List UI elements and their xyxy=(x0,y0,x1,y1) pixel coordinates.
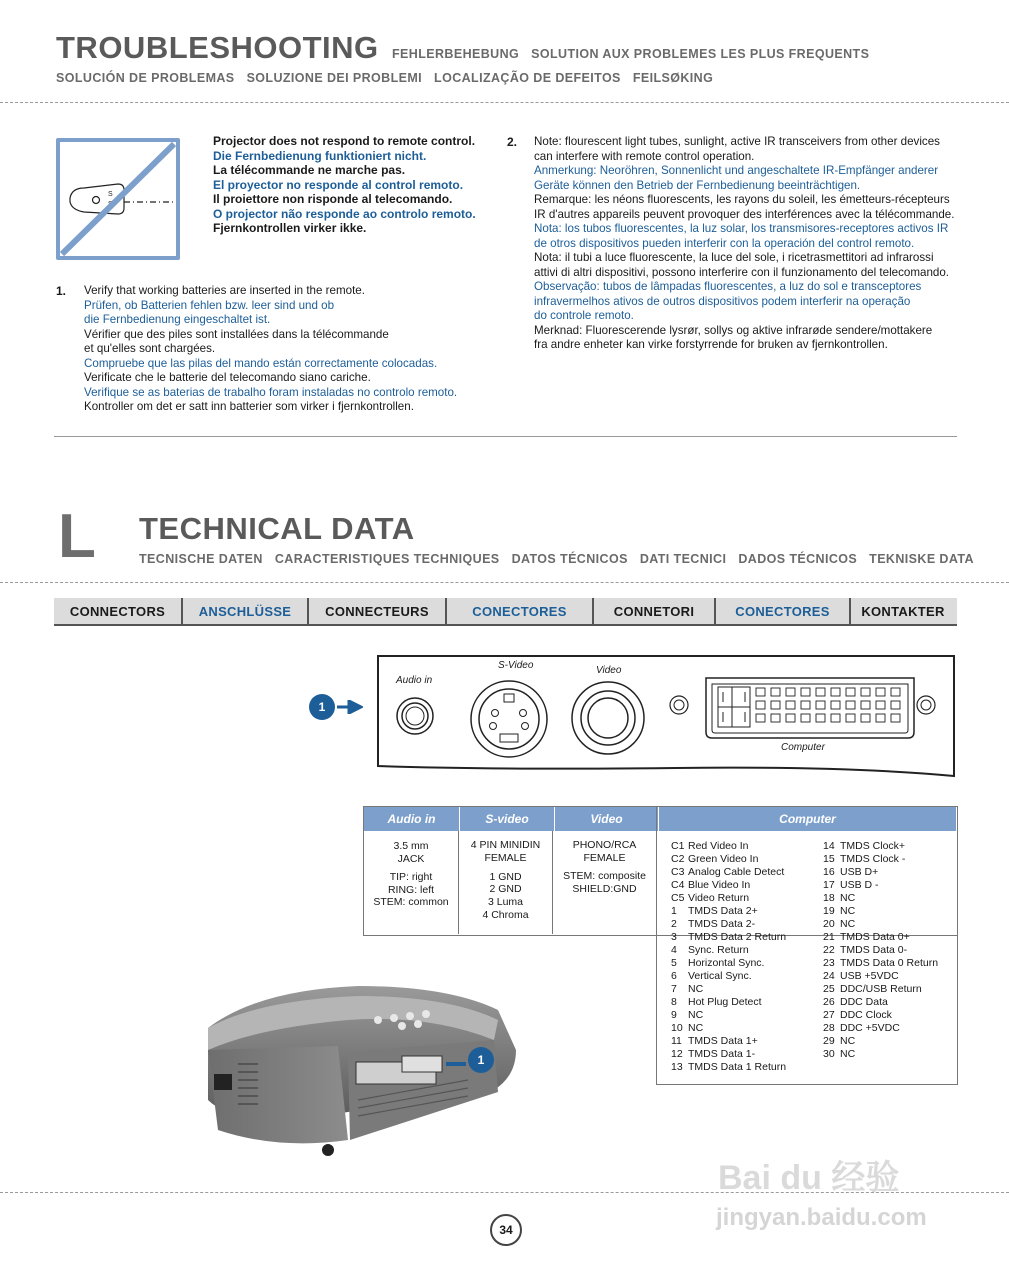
dvi-pin xyxy=(786,688,795,696)
pin-number: C4 xyxy=(671,879,685,891)
dvi-pin xyxy=(786,701,795,709)
dvi-pin xyxy=(816,701,825,709)
tab-connectors: CONNECTORS xyxy=(54,598,183,624)
spec-line: 2 GND xyxy=(489,883,522,896)
dvi-pin xyxy=(771,714,780,722)
callout-badge-projector: 1 xyxy=(468,1047,494,1073)
tab-conectores-pt: CONECTORES xyxy=(716,598,851,624)
dvi-pin xyxy=(801,714,810,722)
pin-number: 20 xyxy=(823,918,835,930)
spec-line: RING: left xyxy=(387,883,435,896)
pin-row xyxy=(823,944,938,957)
pin-number: 12 xyxy=(671,1048,683,1060)
pin-number: 28 xyxy=(823,1022,835,1034)
text-line: Vérifier que des piles sont installées dans la télécommande xyxy=(84,327,389,341)
audio-jack-icon xyxy=(397,698,433,734)
pin-row xyxy=(823,931,938,944)
pin-signal: TMDS Data 2- xyxy=(688,918,756,930)
step-2-text xyxy=(534,135,954,353)
pin-signal: NC xyxy=(840,1048,856,1060)
audio-in-label: Audio in xyxy=(396,675,433,686)
s-video-spec xyxy=(459,839,552,922)
pin-row xyxy=(823,840,938,853)
spec-line: TIP: right xyxy=(389,871,433,883)
troubleshooting-subtitles-2: SOLUCIÓN DE PROBLEMAS SOLUZIONE DEI PROBLEMI LOCALIZAÇÃO DE DEFEITOS FEILSØKING xyxy=(56,71,714,85)
pin-row xyxy=(671,1035,786,1048)
pin-number: C5 xyxy=(671,892,685,904)
pin-number: 9 xyxy=(671,1009,677,1021)
pin-number: 4 xyxy=(671,944,677,956)
pin-row xyxy=(671,892,786,905)
pin-number: 5 xyxy=(671,957,677,969)
dvi-pin xyxy=(816,688,825,696)
spec-line: STEM: common xyxy=(373,896,449,908)
pin-signal: USB +5VDC xyxy=(840,970,899,982)
computer-pins-left xyxy=(671,840,786,1074)
text-line: Compruebe que las pilas del mando están correctamente colocadas. xyxy=(84,356,438,370)
pin-signal: TMDS Data 1+ xyxy=(688,1035,758,1047)
spec-line: SHIELD:GND xyxy=(572,882,637,895)
dvi-pin xyxy=(846,701,855,709)
dvi-pin xyxy=(876,688,885,696)
pin-number: 10 xyxy=(671,1022,683,1034)
pin-row xyxy=(823,879,938,892)
pin-signal: TMDS Data 1- xyxy=(688,1048,756,1060)
header-s-video: S-video xyxy=(459,807,554,831)
pin-signal: DDC Clock xyxy=(840,1009,892,1021)
text-line: infravermelhos ativos de outros dispositivos podem interferir na operação xyxy=(534,294,911,308)
header-computer: Computer xyxy=(658,807,956,831)
audio-spec xyxy=(364,840,458,909)
text-line: El proyector no responde al control remoto. xyxy=(213,177,464,192)
pin-signal: NC xyxy=(688,1009,704,1021)
dvi-computer-port-icon xyxy=(706,678,914,738)
pin-row xyxy=(671,944,786,957)
tab-connetori: CONNETORI xyxy=(594,598,716,624)
pin-number: 29 xyxy=(823,1035,835,1047)
pin-number: 7 xyxy=(671,983,677,995)
text-line: La télécommande ne marche pas. xyxy=(213,163,406,177)
pin-signal: USB D - xyxy=(840,879,879,891)
spec-line: PHONO/RCA xyxy=(572,839,637,851)
dvi-pin xyxy=(816,714,825,722)
text-line: Il proiettore non risponde al telecomando. xyxy=(213,192,453,206)
dvi-pin xyxy=(891,688,900,696)
text-line: Note: flourescent light tubes, sunlight, active IR transceivers from other devices xyxy=(534,135,940,148)
text-line: Verifique se as baterias de trabalho foram instaladas no controlo remoto. xyxy=(84,385,458,399)
pin-number: 14 xyxy=(823,840,835,852)
pin-signal: NC xyxy=(840,918,856,930)
video-spec xyxy=(553,839,656,895)
pin-signal: TMDS Clock - xyxy=(840,853,906,865)
watermark-brand: Bai du 经验 xyxy=(718,1159,900,1197)
spec-line: FEMALE xyxy=(484,851,527,864)
text-line: can interfere with remote control operation. xyxy=(534,149,755,163)
text-line: Fjernkontrollen virker ikke. xyxy=(213,221,367,235)
pin-row xyxy=(671,931,786,944)
text-line: et qu'elles sont chargées. xyxy=(84,342,216,355)
pin-row xyxy=(823,1022,938,1035)
text-line: Verificate che le batterie del telecomando siano cariche. xyxy=(84,371,371,384)
text-line: do controle remoto. xyxy=(534,309,634,322)
text-line: Observação: tubos de lâmpadas fluorescentes, a luz do sol e transceptores xyxy=(534,280,922,293)
pin-signal: TMDS Data 2 Return xyxy=(688,931,787,943)
pin-number: 8 xyxy=(671,996,677,1008)
text-line: Prüfen, ob Batterien fehlen bzw. leer sind und ob xyxy=(84,298,335,312)
pin-signal: Analog Cable Detect xyxy=(688,866,785,878)
pin-signal: TMDS Data 1 Return xyxy=(688,1061,787,1073)
step-1-number: 1. xyxy=(56,284,67,298)
watermark-url: jingyan.baidu.com xyxy=(716,1204,927,1231)
pin-row xyxy=(671,957,786,970)
spec-line: JACK xyxy=(397,852,425,865)
technical-title: TECHNICAL DATA xyxy=(139,511,415,546)
pin-row xyxy=(823,892,938,905)
dvi-pin xyxy=(831,701,840,709)
spec-line: FEMALE xyxy=(583,851,626,864)
pin-row xyxy=(671,866,786,879)
pin-row xyxy=(671,1022,786,1035)
pin-signal: Sync. Return xyxy=(688,944,749,956)
svg-text:S: S xyxy=(108,191,113,198)
pin-number: 23 xyxy=(823,957,835,969)
pin-number: 18 xyxy=(823,892,835,904)
text-line: fra andre enheter kan virke forstyrrende for bruken av fjernkontrollen. xyxy=(534,338,888,351)
technical-subtitles: TECNISCHE DATEN CARACTERISTIQUES TECHNIQUES DATOS TÉCNICOS DATI TECNICI DADOS TÉCNICOS TEKNISKE DATA xyxy=(139,552,974,566)
pin-signal: USB D+ xyxy=(840,866,879,878)
remote-no-response-icon xyxy=(54,136,182,262)
spec-line: 3 Luma xyxy=(487,896,524,909)
divider xyxy=(0,582,1009,583)
spec-line: 3.5 mm xyxy=(393,840,429,852)
dvi-pin xyxy=(756,714,765,722)
pin-row xyxy=(671,905,786,918)
pin-signal: DDC/USB Return xyxy=(840,983,922,995)
text-line: Kontroller om det er satt inn batterier som virker i fjernkontrollen. xyxy=(84,400,414,413)
pin-number: 21 xyxy=(823,931,835,943)
dvi-pin xyxy=(801,688,810,696)
pin-row xyxy=(823,970,938,983)
pin-row xyxy=(671,840,786,853)
step-2-number: 2. xyxy=(507,135,518,149)
text-line: Projector does not respond to remote control. xyxy=(213,134,476,148)
pin-row xyxy=(823,983,938,996)
text-line: attivi di altri dispositivi, possono interferire con il funzionamento del telecomando. xyxy=(534,265,950,279)
pin-number: 11 xyxy=(671,1035,682,1047)
pin-number: C2 xyxy=(671,853,685,865)
dvi-pin xyxy=(876,701,885,709)
header-video: Video xyxy=(554,807,658,831)
text-line: O projector não responde ao controlo remoto. xyxy=(213,206,476,221)
pin-number: 24 xyxy=(823,970,835,982)
divider xyxy=(0,102,1009,103)
text-line: Geräte können den Betrieb der Fernbedienung beeinträchtigen. xyxy=(534,178,861,192)
step-1-text xyxy=(84,284,457,415)
callout-badge: 1 xyxy=(309,694,335,720)
pin-row xyxy=(671,1048,786,1061)
pin-row xyxy=(823,996,938,1009)
dvi-pin xyxy=(846,688,855,696)
pin-row xyxy=(823,1035,938,1048)
pin-row xyxy=(671,918,786,931)
text-line: Nota: los tubos fluorescentes, la luz solar, los transmisores-receptores activos IR xyxy=(534,222,949,235)
spec-line: 1 GND xyxy=(489,870,522,883)
s-video-label: S-Video xyxy=(498,660,534,671)
page-number: 34 xyxy=(490,1214,522,1246)
text-line: de otros dispositivos pueden interferir con la operación del control remoto. xyxy=(534,236,915,250)
text-line: Anmerkung: Neoröhren, Sonnenlicht und angeschaltete IR-Empfänger anderer xyxy=(534,164,939,177)
pin-signal: TMDS Data 0- xyxy=(840,944,908,956)
text-line: Merknad: Fluorescerende lysrør, sollys og aktive infrarøde sendere/mottakere xyxy=(534,323,933,337)
dvi-pin xyxy=(846,714,855,722)
pin-number: 26 xyxy=(823,996,835,1008)
pin-signal: Blue Video In xyxy=(688,879,751,891)
pin-signal: Hot Plug Detect xyxy=(688,996,762,1008)
dvi-pin xyxy=(861,701,870,709)
pin-number: 6 xyxy=(671,970,677,982)
pin-row xyxy=(823,957,938,970)
header-audio-in: Audio in xyxy=(387,812,436,826)
text-line: IR d'autres appareils peuvent provoquer des interférences avec la télécommande. xyxy=(534,207,955,221)
pin-row xyxy=(671,996,786,1009)
pin-number: 3 xyxy=(671,931,677,943)
pin-signal: NC xyxy=(840,892,856,904)
dvi-pin xyxy=(891,714,900,722)
pin-signal: TMDS Clock+ xyxy=(840,840,906,852)
tab-anschlusse: ANSCHLÜSSE xyxy=(183,598,309,624)
tab-kontakter: KONTAKTER xyxy=(861,603,945,619)
pin-number: 15 xyxy=(823,853,835,865)
pin-row xyxy=(671,970,786,983)
pin-signal: Green Video In xyxy=(688,853,759,865)
text-line: Die Fernbedienung funktioniert nicht. xyxy=(213,148,427,163)
connector-panel-diagram xyxy=(376,654,960,780)
pin-number: 16 xyxy=(823,866,835,878)
spec-line: STEM: composite xyxy=(563,870,646,882)
pin-signal: NC xyxy=(840,1035,856,1047)
pin-row xyxy=(823,1048,938,1061)
dvi-pin xyxy=(861,714,870,722)
computer-pins-right xyxy=(823,840,938,1061)
dvi-pin xyxy=(771,701,780,709)
pin-number: 2 xyxy=(671,918,677,930)
pin-signal: TMDS Data 0+ xyxy=(840,931,910,943)
dvi-pin xyxy=(891,701,900,709)
pin-number: 22 xyxy=(823,944,835,956)
pin-row xyxy=(823,1009,938,1022)
pin-number: 17 xyxy=(823,879,835,891)
pin-signal: NC xyxy=(840,905,856,917)
dvi-pin xyxy=(831,714,840,722)
pin-signal: TMDS Data 0 Return xyxy=(840,957,939,969)
video-rca-port-icon xyxy=(572,682,644,754)
dvi-pin xyxy=(786,714,795,722)
pin-number: 27 xyxy=(823,1009,835,1021)
dvi-pin xyxy=(876,714,885,722)
dvi-pin xyxy=(756,688,765,696)
text-line: die Fernbedienung eingeschaltet ist. xyxy=(84,313,271,326)
pin-number: C3 xyxy=(671,866,685,878)
pin-number: 1 xyxy=(671,905,677,917)
tab-conectores-es: CONECTORES xyxy=(447,598,594,624)
pin-signal: Red Video In xyxy=(688,840,749,852)
connector-language-tabs xyxy=(54,598,957,626)
pin-signal: DDC Data xyxy=(840,996,888,1008)
s-video-port-icon xyxy=(471,681,547,757)
arrow-right-icon xyxy=(337,700,363,714)
pin-number: 30 xyxy=(823,1048,835,1060)
pin-signal: TMDS Data 2+ xyxy=(688,905,758,917)
dvi-pin xyxy=(801,701,810,709)
dvi-pin xyxy=(861,688,870,696)
text-line: Nota: il tubi a luce fluorescente, la luce del sole, i ricetrasmettitori ad infrarossi xyxy=(534,251,934,264)
pin-number: 25 xyxy=(823,983,835,995)
pin-signal: DDC +5VDC xyxy=(840,1022,900,1034)
section-divider xyxy=(54,436,957,437)
text-line: Remarque: les néons fluorescents, les rayons du soleil, les émetteurs-récepteurs xyxy=(534,193,950,206)
pin-number: 13 xyxy=(671,1061,683,1073)
troubleshooting-subtitles-1: FEHLERBEHEBUNG SOLUTION AUX PROBLEMES LES PLUS FREQUENTS xyxy=(392,47,870,61)
pin-row xyxy=(671,1061,786,1074)
computer-label: Computer xyxy=(781,742,825,753)
page-title: TROUBLESHOOTING xyxy=(56,30,379,65)
pin-row xyxy=(823,853,938,866)
video-label: Video xyxy=(596,665,622,676)
pin-signal: Horizontal Sync. xyxy=(688,957,765,969)
pin-row xyxy=(671,853,786,866)
section-letter: L xyxy=(58,502,96,571)
tab-connecteurs: CONNECTEURS xyxy=(309,598,447,624)
pin-number: 19 xyxy=(823,905,835,917)
pin-number: C1 xyxy=(671,840,685,852)
pin-signal: Vertical Sync. xyxy=(688,970,752,982)
pin-signal: NC xyxy=(688,1022,704,1034)
pin-row xyxy=(823,918,938,931)
text-line: Verify that working batteries are inserted in the remote. xyxy=(84,284,365,297)
pin-signal: Video Return xyxy=(688,892,750,904)
spec-line: 4 PIN MINIDIN xyxy=(470,839,541,851)
pin-row xyxy=(823,866,938,879)
pin-row xyxy=(671,983,786,996)
spec-line: 4 Chroma xyxy=(482,908,529,921)
dvi-pin xyxy=(756,701,765,709)
pin-signal: NC xyxy=(688,983,704,995)
pin-row xyxy=(671,879,786,892)
dvi-pin xyxy=(831,688,840,696)
pin-row xyxy=(823,905,938,918)
problem-statement xyxy=(213,134,476,236)
dvi-pin xyxy=(771,688,780,696)
pin-row xyxy=(671,1009,786,1022)
